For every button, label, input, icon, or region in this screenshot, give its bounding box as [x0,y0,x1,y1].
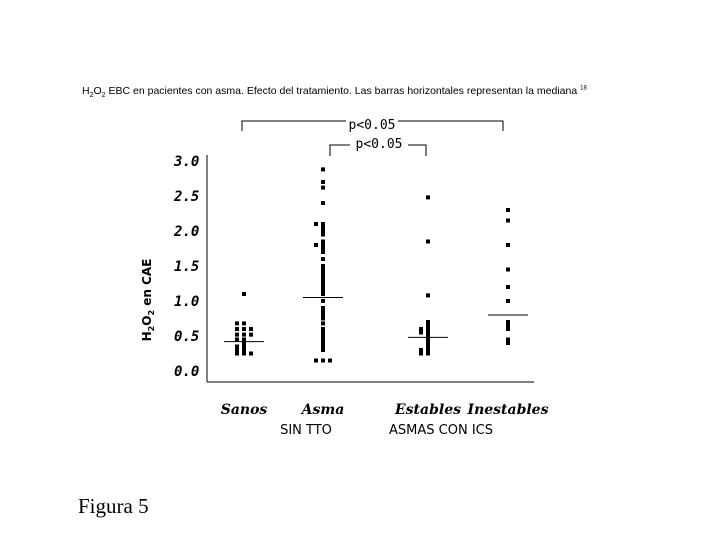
data-point [426,341,430,345]
data-point [426,320,430,324]
data-point [321,201,325,205]
data-point [321,338,325,342]
data-point [506,208,510,212]
data-point [242,338,246,342]
significance-bracket [242,121,346,131]
data-point [235,352,239,356]
data-point [506,219,510,223]
data-point [321,247,325,251]
group-label: ASMAS CON ICS [389,423,493,438]
data-point [235,338,239,342]
significance-label: p<0.05 [348,118,396,133]
data-point [321,186,325,190]
data-point [321,313,325,317]
data-point [419,352,423,356]
data-point [321,268,325,272]
significance-bracket [330,145,350,156]
data-point [506,268,510,272]
data-point [249,333,253,337]
y-tick-label: 2.0 [174,224,200,240]
data-point [242,327,246,331]
data-point [426,240,430,244]
y-tick-label: 1.5 [174,259,200,275]
data-point [321,299,325,303]
data-point [321,240,325,244]
data-point [321,226,325,230]
data-point [321,310,325,314]
data-point [249,327,253,331]
data-point [314,243,318,247]
data-point [321,233,325,237]
data-point [235,321,239,325]
data-point [321,348,325,352]
data-point [321,334,325,338]
data-point [321,250,325,254]
data-point [321,359,325,363]
category-label: Asma [301,402,345,418]
data-point [314,222,318,226]
data-point [235,333,239,337]
data-point [426,352,430,356]
category-label: Estables [395,402,461,418]
y-tick-label: 3.0 [174,154,200,170]
data-point [321,327,325,331]
data-point [321,271,325,275]
data-point [321,243,325,247]
category-label: Sanos [220,402,268,418]
data-point [242,333,246,337]
data-point [426,338,430,342]
significance-bracket [408,145,426,156]
data-point [506,320,510,324]
significance-label: p<0.05 [355,137,403,152]
data-point [321,317,325,321]
data-point [321,292,325,296]
data-point [506,243,510,247]
data-point [321,229,325,233]
data-point [242,348,246,352]
data-point [321,345,325,349]
data-point [235,345,239,349]
data-point [321,321,325,325]
data-point [506,338,510,342]
data-point [242,345,246,349]
data-point [249,352,253,356]
data-point [506,285,510,289]
data-point [321,180,325,184]
group-label: SIN TTO [280,423,332,438]
data-point [426,327,430,331]
data-point [506,341,510,345]
data-point [321,167,325,171]
data-point [314,359,318,363]
data-point [321,278,325,282]
data-point [328,359,332,363]
category-label: Inestables [467,402,549,418]
data-point [419,348,423,352]
data-point [321,341,325,345]
data-point [426,348,430,352]
y-tick-label: 1.0 [174,294,200,310]
y-tick-label: 0.0 [174,364,200,380]
data-point [321,264,325,268]
data-point [321,282,325,286]
data-point [242,321,246,325]
data-point [321,285,325,289]
data-point [235,327,239,331]
data-point [242,292,246,296]
y-tick-label: 2.5 [174,189,200,205]
data-point [235,348,239,352]
significance-bracket [398,121,503,131]
data-point [321,289,325,293]
data-point [426,195,430,199]
data-point [426,345,430,349]
data-point [419,331,423,335]
data-point [426,324,430,328]
data-point [426,293,430,297]
data-point [242,352,246,356]
data-point [321,331,325,335]
data-point [321,257,325,261]
data-point [506,327,510,331]
data-point [419,327,423,331]
data-point [506,324,510,328]
figure-caption: $H_2O_2$ EBC en pacientes con asma. Efecto del tratamiento. Las barras horizontales representan la mediana $^{18}$ [82,85,587,100]
data-point [321,306,325,310]
y-axis-label: $H_2O_2$ en CAE [139,258,157,342]
data-point [426,331,430,335]
figure-number-label: Figura 5 [78,494,149,518]
data-point [506,299,510,303]
data-point [321,275,325,279]
data-point [321,222,325,226]
y-tick-label: 0.5 [174,329,200,345]
